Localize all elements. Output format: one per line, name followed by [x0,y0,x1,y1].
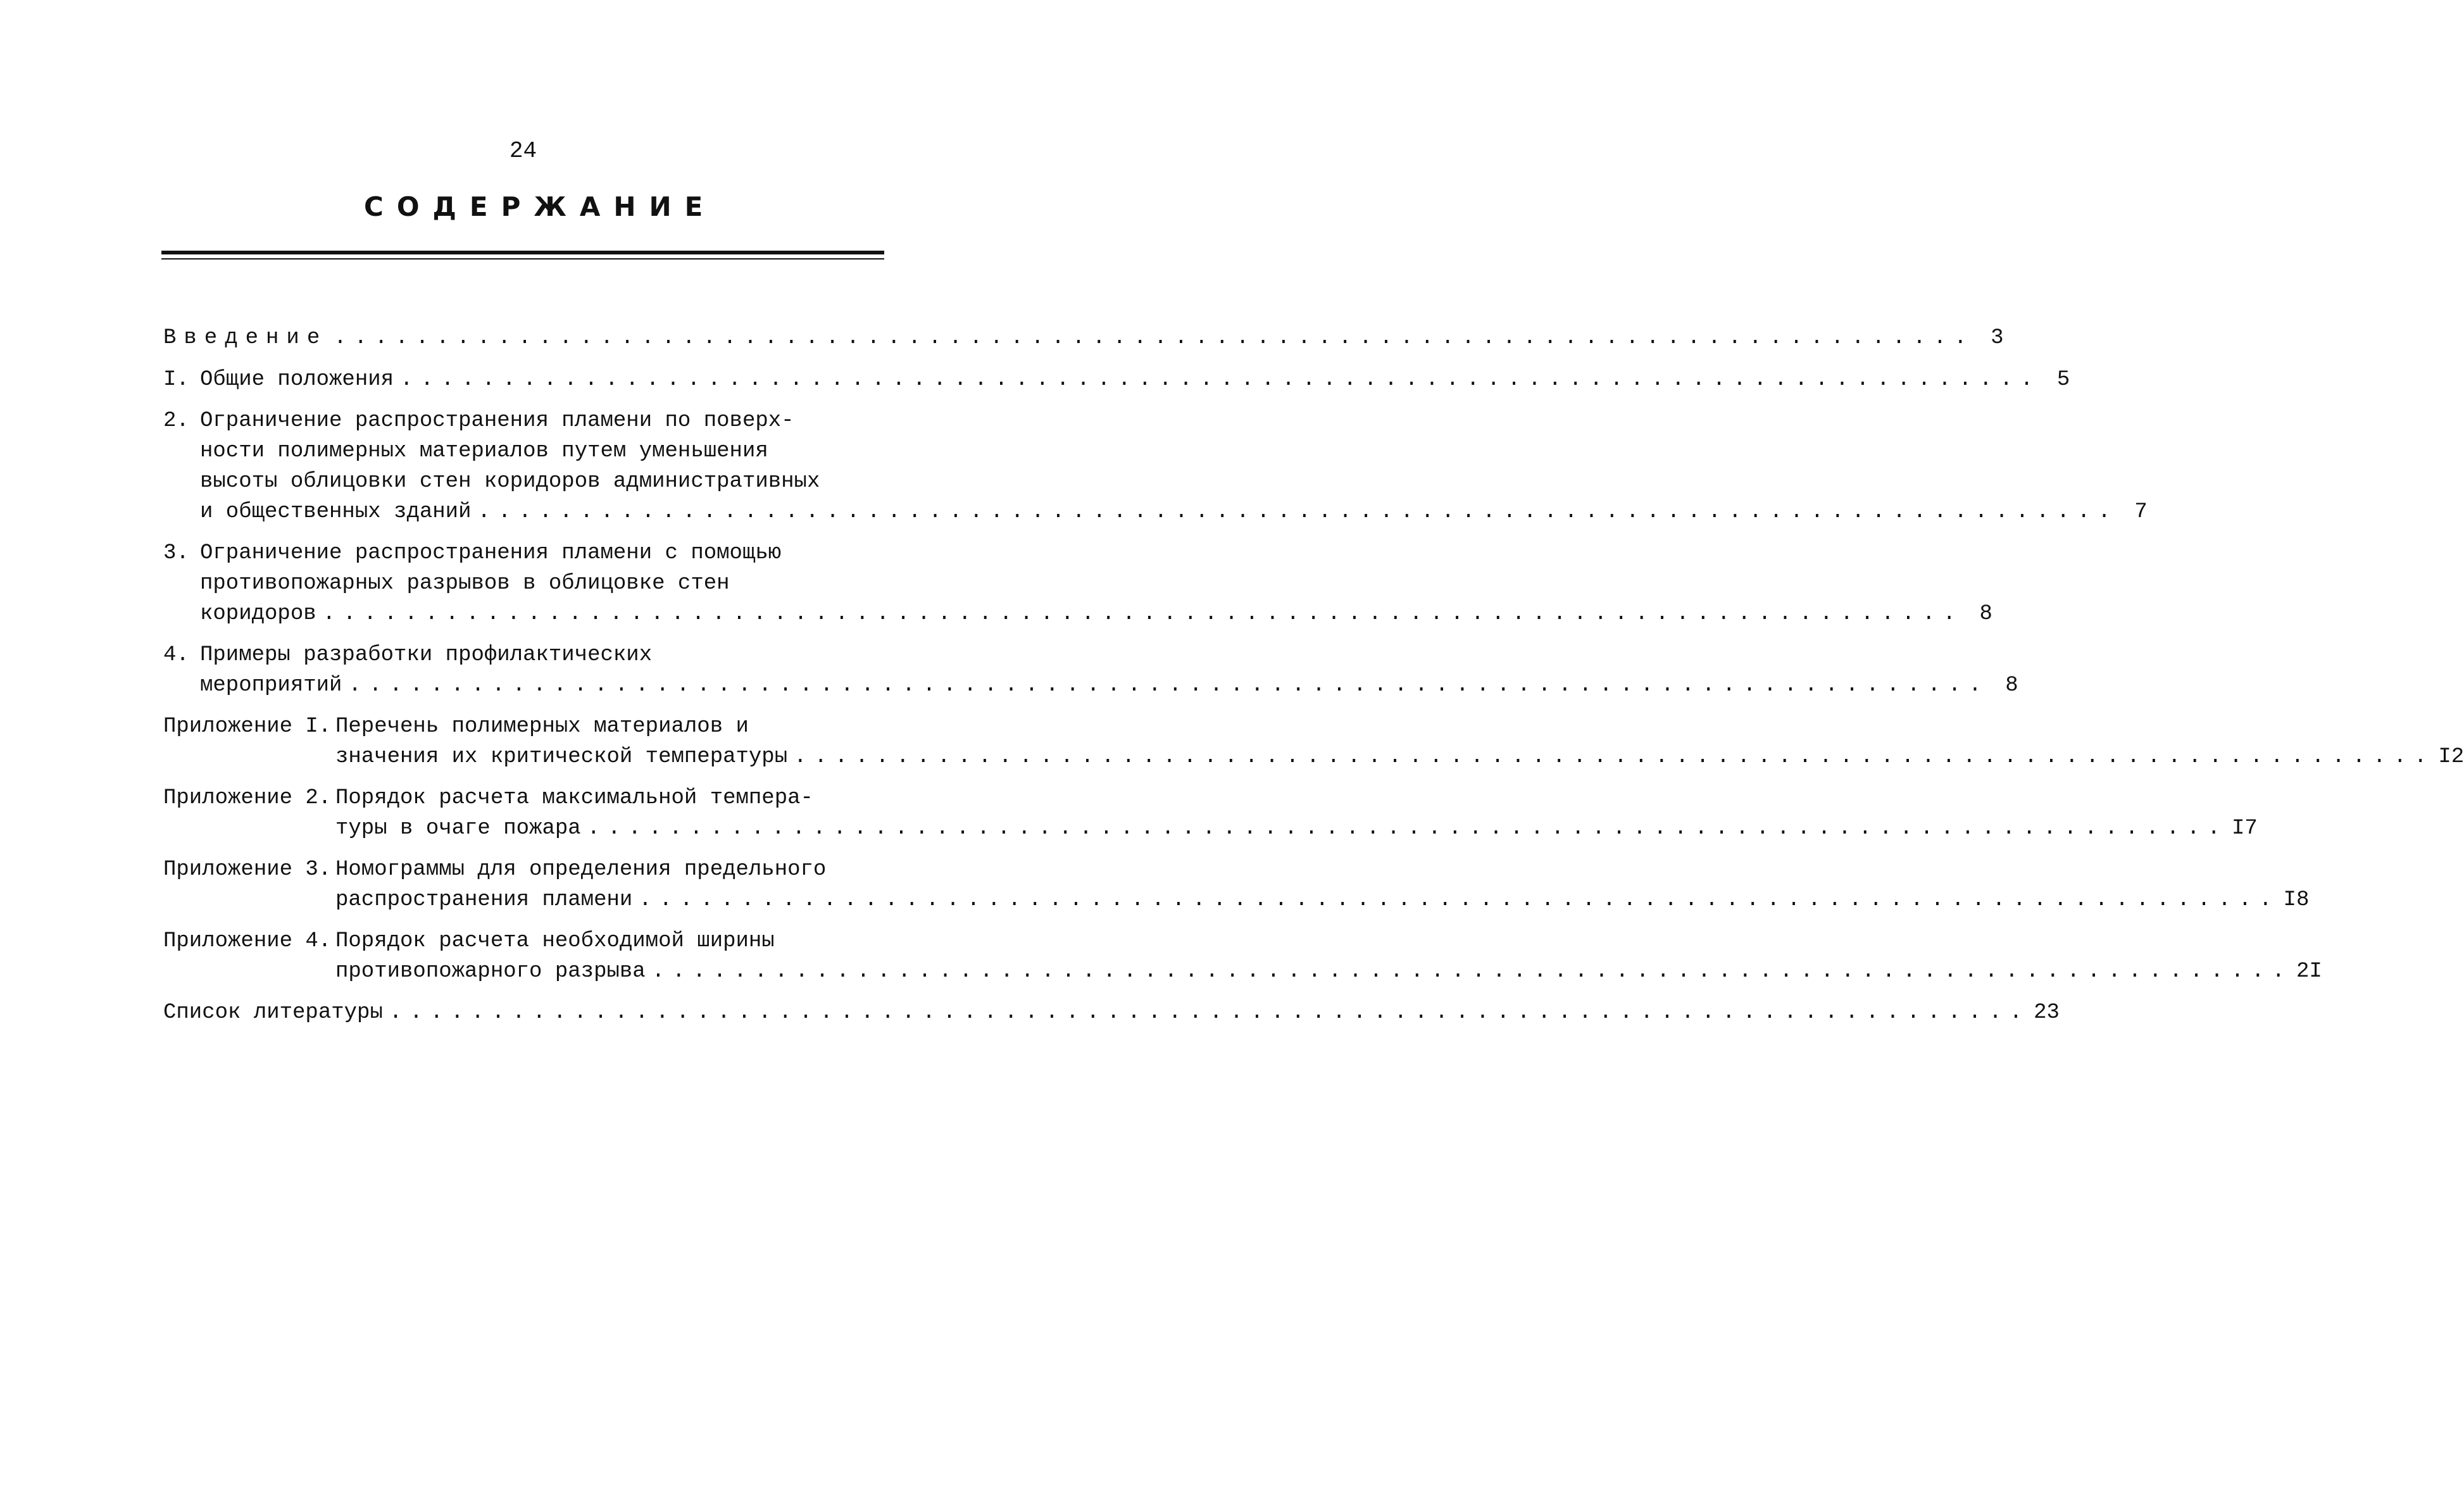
toc-page-number: 5 [2056,368,2070,392]
toc-entry-title-line: Ограничение распространения пламени с помощью [200,541,782,565]
toc-page-number: 7 [2134,500,2148,524]
leader-dots: ................................................................................ [794,745,2435,769]
toc-entry-title-line: коридоров [200,602,316,626]
toc-entry-title-line: туры в очаге пожара [335,816,581,841]
toc-entry-section-3 [163,538,1992,629]
toc-page-number: 3 [1991,326,2004,350]
table-of-contents [163,323,2464,1028]
toc-entry-section-2 [163,406,2148,527]
appendix-label: Приложение 3. [163,858,332,882]
page-title: СОДЕРЖАНИЕ [364,191,716,222]
toc-entry-appendix-1 [163,711,2464,772]
section-number: 4. [163,643,189,667]
toc-entry-appendix-3 [163,854,2310,915]
leader-dots: ................................................................................ [587,816,2228,841]
toc-entry-intro [163,323,2004,353]
title-rule-thin [161,258,884,260]
title-rule-thick [161,251,884,254]
leader-dots: ................................................................................ [334,326,1975,350]
page-number: 24 [509,138,537,164]
toc-entry-appendix-4 [163,926,2322,987]
toc-entry-title-line: высоты облицовки стен коридоров административных [200,470,820,494]
toc-entry-title-line: распространения пламени [335,888,633,912]
toc-entry-title-line: Порядок расчета необходимой ширины [335,929,775,953]
appendix-label: Приложение 4. [163,929,332,953]
toc-entry-title-line: Перечень полимерных материалов и [335,715,749,739]
toc-page-number: I7 [2231,816,2258,841]
toc-page-number: I2 [2438,745,2464,769]
toc-entry-title-line: противопожарного разрыва [335,960,646,984]
leader-dots: ................................................................................ [400,368,2041,392]
toc-page-number: 23 [2034,1001,2060,1025]
toc-entry-section-1 [163,365,2070,395]
toc-entry-section-4 [163,640,2018,701]
toc-entry-title-line: противопожарных разрывов в облицовке стен [200,572,730,596]
leader-dots: ................................................................................ [639,888,2280,912]
toc-entry-title-line: и общественных зданий [200,500,472,524]
toc-page-number: 8 [2005,673,2018,697]
toc-entry-title: Введение [163,326,328,350]
toc-entry-title: Общие положения [200,368,394,392]
toc-page-number: I8 [2283,888,2310,912]
toc-entry-title: Список литературы [163,1001,383,1025]
toc-entry-references [163,998,2060,1028]
section-number: I. [163,368,189,392]
toc-entry-title-line: Примеры разработки профилактических [200,643,653,667]
leader-dots: ................................................................................ [477,500,2118,524]
leader-dots: ................................................................................ [389,1001,2030,1025]
toc-entry-appendix-2 [163,783,2258,844]
toc-entry-title-line: ности полимерных материалов путем уменьшения [200,439,768,463]
leader-dots: ................................................................................ [322,602,1963,626]
leader-dots: ................................................................................ [651,960,2292,984]
toc-entry-title-line: Ограничение распространения пламени по поверх- [200,409,794,433]
leader-dots: ................................................................................ [348,673,1989,697]
toc-entry-title-line: Порядок расчета максимальной темпера- [335,786,813,810]
appendix-label: Приложение 2. [163,786,332,810]
toc-entry-title-line: Номограммы для определения предельного [335,858,827,882]
appendix-label: Приложение I. [163,715,332,739]
section-number: 3. [163,541,189,565]
section-number: 2. [163,409,189,433]
toc-entry-title-line: значения их критической температуры [335,745,788,769]
toc-entry-title-line: мероприятий [200,673,342,697]
toc-page-number: 8 [1979,602,1992,626]
toc-page-number: 2I [2296,960,2322,984]
